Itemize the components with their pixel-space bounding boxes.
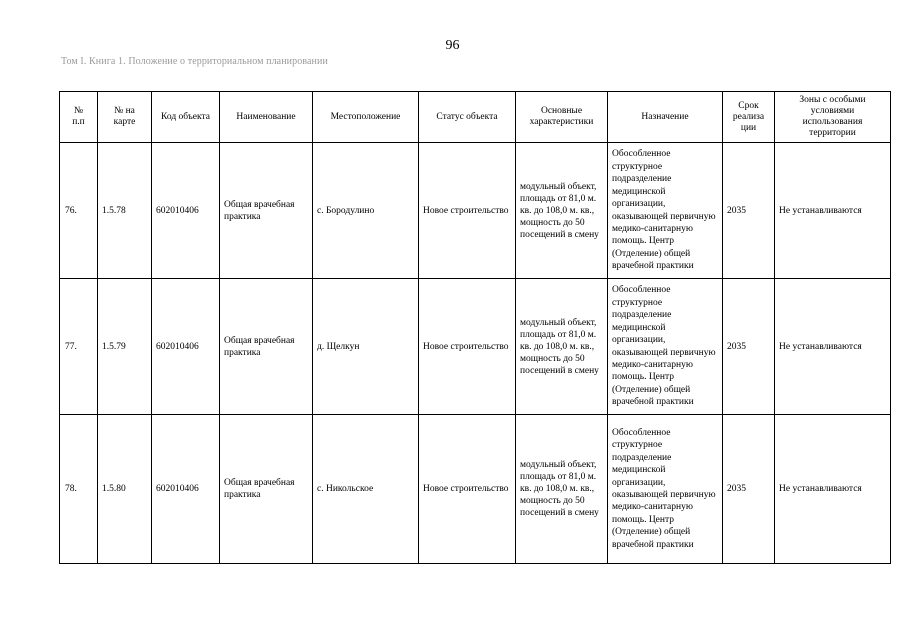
header-cell — [152, 92, 220, 143]
cell-map-no: 1.5.80 — [98, 415, 152, 564]
header-cell — [60, 92, 98, 143]
cell-term: 2035 — [723, 143, 775, 279]
cell-purpose: Обособленное структурное подразделение медицинской организации, оказывающей первичную медико-санитарную помощь. Центр (Отделение) общей врачебной практики — [608, 143, 723, 279]
header-cell — [516, 92, 608, 143]
cell-purpose: Обособленное структурное подразделение медицинской организации, оказывающей первичную медико-санитарную помощь. Центр (Отделение) общей врачебной практики — [608, 279, 723, 415]
cell-code: 602010406 — [152, 415, 220, 564]
page-number: 96 — [445, 38, 460, 53]
cell-num: 78. — [60, 415, 98, 564]
header-purpose: Назначение — [641, 111, 689, 122]
cell-location: д. Щелкун — [313, 279, 419, 415]
cell-status: Новое строительство — [419, 143, 516, 279]
table-row — [60, 143, 891, 279]
cell-name: Общая врачебная практика — [220, 143, 313, 279]
header-characteristics: Основные характеристики — [529, 106, 594, 127]
planning-objects-table — [59, 91, 891, 564]
cell-characteristics: модульный объект, площадь от 81,0 м. кв. до 108,0 м. кв., мощность до 50 посещений в смену — [516, 143, 608, 279]
header-cell — [723, 92, 775, 143]
cell-status: Новое строительство — [419, 415, 516, 564]
header-cell — [98, 92, 152, 143]
cell-term: 2035 — [723, 279, 775, 415]
header-cell — [775, 92, 891, 143]
cell-map-no: 1.5.78 — [98, 143, 152, 279]
table-row — [60, 415, 891, 564]
cell-num: 77. — [60, 279, 98, 415]
header-cell — [608, 92, 723, 143]
cell-characteristics: модульный объект, площадь от 81,0 м. кв. до 108,0 м. кв., мощность до 50 посещений в смену — [516, 279, 608, 415]
cell-location: с. Никольское — [313, 415, 419, 564]
header-cell — [419, 92, 516, 143]
header-status: Статус объекта — [436, 111, 498, 122]
table-row — [60, 279, 891, 415]
header-map-no: № на карте — [113, 106, 136, 127]
cell-map-no: 1.5.79 — [98, 279, 152, 415]
header-code: Код объекта — [161, 111, 210, 122]
header-location: Местоположение — [330, 111, 401, 122]
cell-name: Общая врачебная практика — [220, 415, 313, 564]
table-header-row — [60, 92, 891, 143]
header-zones: Зоны с особыми условиями использования территории — [799, 95, 866, 138]
cell-num: 76. — [60, 143, 98, 279]
cell-zones: Не устанавливаются — [775, 415, 891, 564]
cell-characteristics: модульный объект, площадь от 81,0 м. кв. до 108,0 м. кв., мощность до 50 посещений в смену — [516, 415, 608, 564]
header-num: № п.п — [72, 106, 85, 127]
header-cell — [220, 92, 313, 143]
cell-location: с. Бородулино — [313, 143, 419, 279]
cell-status: Новое строительство — [419, 279, 516, 415]
header-cell — [313, 92, 419, 143]
cell-zones: Не устанавливаются — [775, 279, 891, 415]
cell-code: 602010406 — [152, 143, 220, 279]
cell-purpose: Обособленное структурное подразделение медицинской организации, оказывающей первичную медико-санитарную помощь. Центр (Отделение) общей врачебной практики — [608, 415, 723, 564]
cell-name: Общая врачебная практика — [220, 279, 313, 415]
running-header: Том I. Книга 1. Положение о территориальном планировании — [61, 56, 328, 67]
header-term: Срок реализа ции — [732, 100, 765, 133]
cell-zones: Не устанавливаются — [775, 143, 891, 279]
header-name: Наименование — [236, 111, 296, 122]
cell-term: 2035 — [723, 415, 775, 564]
cell-code: 602010406 — [152, 279, 220, 415]
